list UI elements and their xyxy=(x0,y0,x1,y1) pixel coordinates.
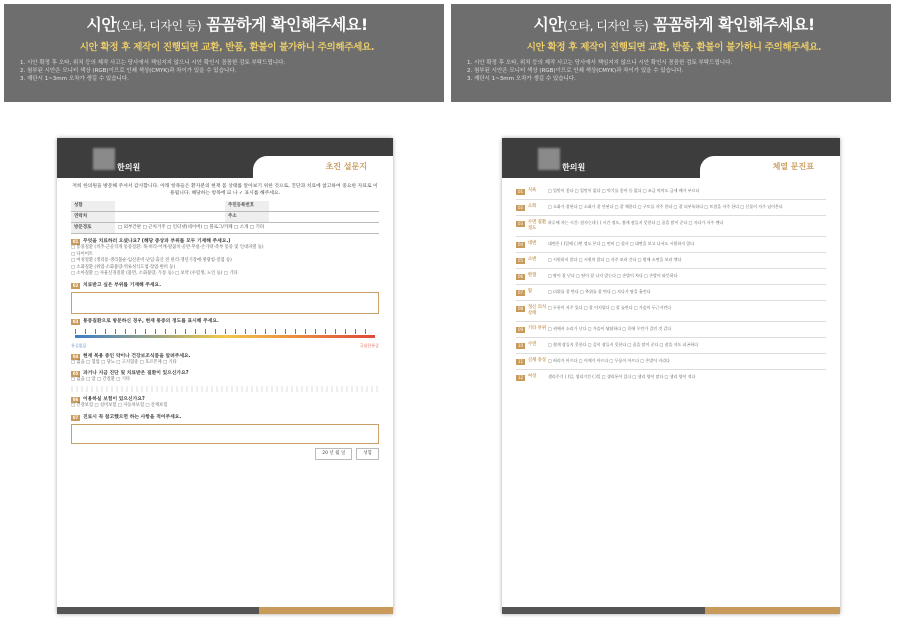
list-item: 07 땀 □ 더위를 잘 탄다 □ 추위를 잘 탄다 □ 자다가 땀을 흘린다 xyxy=(517,289,651,295)
intro-text: 저희 한의원을 방문해 주셔서 감사합니다. 아래 항목들은 환자분의 현재 몸 상태를 알아보기 위한 것으로, 진단과 치료에 참고하여 중요한 자료로 이용됩니다. 해당하는 항목에 ☑ 나 ✓ 표시를 해주세요. xyxy=(72,184,378,196)
notice-banner-left xyxy=(4,4,444,102)
clinic-logo-redacted xyxy=(538,148,560,170)
list-item: 08 정신 의식 상태 □ 두통이 자주 있다 □ 잘 어지럽다 □ 잘 놀란다 □ 가슴이 두근거린다 xyxy=(517,305,672,316)
question-6: 06 이용하실 보험이 있으신가요? □ 건강보험 □ 실비보험 □ 자동차보험 □ 산재보험 xyxy=(71,397,168,408)
document-title-tab: 초진 설문지 xyxy=(253,156,393,178)
sign-name: 성함 xyxy=(356,448,379,460)
question-1: 01 무엇을 치료하러 오셨나요? (해당 증상과 부위를 모두 기재해 주세요.) □ 통증질환 (척추·근골격계 통증질환: 목·허리·어깨·팔꿈치·골반·무릎·손가락·족부 통증 및 인대파열 등) □ 다이어트 □ 여성질환 (생리통·생리불순·임신준비·난임·출산 전 관리·갱년기장애·방광염·질염 등) □ 소화질환 (위염·소화불량·역류성식도염·장염·변비 등) □ 소아질환 □ 자율신경질환 (불면, 소화불량, 두통 등) □ 보약 (수험생, 노인 등) □ 기타 xyxy=(71,239,264,276)
banner-notes: 1. 시안 확정 후 오타, 위치 등의 제작 사고는 당사에서 책임지지 않으니 시안 확인시 꼼꼼한 검토 부탁드립니다. 2. 첨부된 시안은 모니터 색상 (RGB)이므로 인쇄 색상(CMYK)과 차이가 있을 수 있습니다. 3. 재단시 1~3mm 오차가 생길 수 있습니다. xyxy=(20,60,286,82)
list-item: 11 신체 증상 □ 허리가 아프다 □ 어깨가 아프다 □ 무릎이 아프다 □ 손발이 저리다 xyxy=(517,358,670,364)
list-item: 03 수면 질환 정도 하루에 자는 시간: 잠자는데 ( ) 시간 정도, 쉽게 잠들지 못한다 □ 꿈을 많이 꾼다 □ 자다가 자주 깬다 xyxy=(517,220,724,231)
body-heat-questionnaire-document xyxy=(502,138,840,614)
notice-banner-right xyxy=(451,4,891,102)
answer-box xyxy=(71,292,379,314)
answer-box xyxy=(71,424,379,444)
clinic-logo-redacted xyxy=(93,148,115,170)
patient-info-table xyxy=(71,201,379,234)
question-4: 04 현재 복용 중인 약이나 건강보조식품을 알려주세요. □ 없음 □ 혈압 □ 당뇨 □ 고지혈증 □ 호르몬제 □ 기타 xyxy=(71,353,191,365)
banner-title: 시안(오타, 디자인 등) 꼼꼼하게 확인해주세요! xyxy=(86,15,368,34)
scale-right-label: 극심한통증 xyxy=(359,342,379,348)
sign-date: 20 년 월 일 xyxy=(315,448,352,460)
list-item: 05 소변 □ 시원하지 않다 □ 시원치 않다 □ 자주 보러 간다 □ 밤에 소변을 보러 깬다 xyxy=(517,257,682,263)
banner-title: 시안(오타, 디자인 등) 꼼꼼하게 확인해주세요! xyxy=(533,15,815,34)
banner-notes: 1. 시안 확정 후 오타, 위치 등의 제작 사고는 당사에서 책임지지 않으니 시안 확인시 꼼꼼한 검토 부탁드립니다. 2. 첨부된 시안은 모니터 색상 (RGB)이므로 인쇄 색상(CMYK)과 차이가 있을 수 있습니다. 3. 재단시 1~3mm 오차가 생길 수 있습니다. xyxy=(467,60,733,82)
list-item: 04 대변 대변은 ( )일에 ( )번 정도 본다 □ 변비 □ 설사 □ 대변을 보고 나서도 시원하지 않다 xyxy=(517,241,695,247)
list-item: 09 기타 부위 □ 귀에서 소리가 난다 □ 가슴이 답답하다 □ 목에 무언가 걸린 것 같다 xyxy=(517,326,672,332)
document-title-tab: 체열 문진표 xyxy=(700,156,840,178)
pain-scale xyxy=(71,329,379,343)
clinic-name: 한의원 xyxy=(117,163,141,172)
document-header xyxy=(502,138,840,178)
banner-subtitle: 시안 확정 후 제작이 진행되면 교환, 반품, 환불이 불가하니 주의해주세요. xyxy=(526,42,822,53)
list-item: 02 소화 □ 소화가 잘된다 □ 소화가 잘 안된다 □ 잘 체한다 □ 구토를 자주 한다 □ 잘 더부룩하다 □ 트림을 자주 한다 □ 신물이 자주 넘어온다 xyxy=(517,204,783,210)
question-2: 02 치료받고 싶은 부위를 기재해 주세요. xyxy=(71,283,379,314)
footer-bar xyxy=(502,607,840,614)
clinic-name: 한의원 xyxy=(562,163,586,172)
list-item: 06 한열 □ 땀이 잘 난다 □ 땀이 잘 나지 않는다 □ 손발이 차다 □ 손발이 따뜻하다 xyxy=(517,273,678,279)
list-item: 01 식욕 □ 입맛이 좋다 □ 입맛이 없다 □ 먹기를 좋아 등 없다 □ 조금 먹어도 금세 배가 부르다 xyxy=(517,188,700,194)
scale-left-label: 통증없음 xyxy=(71,342,87,348)
list-item: 12 여성 생리주기 ( )일, 생리기간 ( )일 □ 생리통이 있다 □ 생리 양이 많다 □ 생리 양이 적다 xyxy=(517,374,696,380)
document-header xyxy=(57,138,393,178)
table-row: 연락처 주소 xyxy=(71,212,379,223)
table-row: 성함 주민등록번호 xyxy=(71,201,379,212)
question-3: 03 통증질환으로 방문하신 경우, 현재 통증의 정도를 표시해 주세요. 통증없음 극심한통증 xyxy=(71,318,379,348)
question-5: 05 과거나 지금 진단 및 치료받은 질환이 있으신가요? □ 없음 □ 암 □ 간질환 □ 기타 xyxy=(71,371,379,392)
signature-area xyxy=(71,448,379,460)
initial-questionnaire-document xyxy=(57,138,393,614)
banner-subtitle: 시안 확정 후 제작이 진행되면 교환, 반품, 환불이 불가하니 주의해주세요. xyxy=(79,42,375,53)
list-item: 10 수면 □ 쉽게 잠들지 못한다 □ 깊이 잠들지 못한다 □ 꿈을 많이 꾼다 □ 잠을 자도 피곤하다 xyxy=(517,342,699,348)
question-7: 07 진료시 꼭 참고했으면 하는 사항을 적어주세요. xyxy=(71,415,379,444)
footer-bar xyxy=(57,607,393,614)
table-row: 방문경로 □ 외부간판 □ 근처거주 □ 인터넷(네이버) □ 블로그/카페 □ 소개 □ 기타 xyxy=(71,223,379,234)
item-list xyxy=(502,178,840,381)
